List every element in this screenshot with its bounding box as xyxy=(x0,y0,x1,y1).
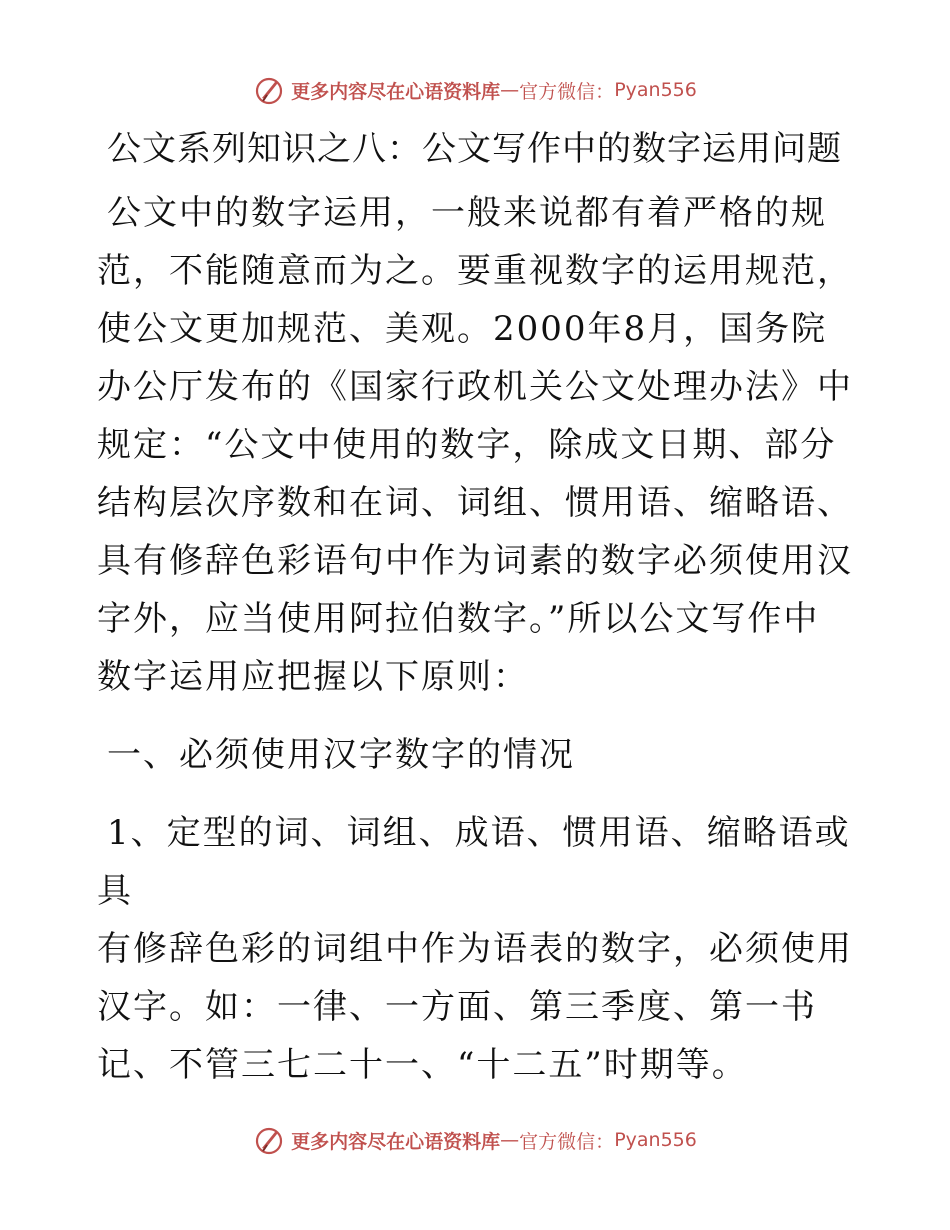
watermark-separator: — xyxy=(500,1129,520,1151)
watermark-text: 更多内容尽在心语资料库 xyxy=(291,80,501,103)
section-heading-1: 一、必须使用汉字数字的情况 xyxy=(107,735,575,775)
wechat-label: 官方微信： xyxy=(519,1130,615,1153)
paragraph-rule-1 xyxy=(97,804,853,1094)
quill-logo-icon xyxy=(253,74,285,106)
quill-logo-icon xyxy=(253,1124,285,1156)
wechat-label: 官方微信： xyxy=(519,80,615,103)
wechat-id: Pyan556 xyxy=(614,1129,697,1151)
paragraph-rule-1-lead: 1、定型的词、词组、成语、惯用语、缩略语或具 xyxy=(97,813,851,911)
watermark-separator: — xyxy=(500,79,520,101)
document-body xyxy=(97,120,853,1094)
paragraph-intro-lead: 公文中的数字运用，一般来说都有着严格的规 xyxy=(107,193,827,233)
header-watermark xyxy=(0,70,950,110)
wechat-id: Pyan556 xyxy=(614,79,697,101)
watermark-text: 更多内容尽在心语资料库 xyxy=(291,1130,501,1153)
paragraph-intro xyxy=(97,184,853,706)
document-title: 公文系列知识之八：公文写作中的数字运用问题 xyxy=(107,129,842,169)
paragraph-rule-1-body: 有修辞色彩的词组中作为语表的数字，必须使用汉字。如：一律、一方面、第三季度、第一书记、不管三七二十一、“十二五”时期等。 xyxy=(97,929,853,1085)
paragraph-intro-body: 范，不能随意而为之。要重视数字的运用规范，使公文更加规范、美观。2000年8月，国务院办公厅发布的《国家行政机关公文处理办法》中规定：“公文中使用的数字，除成文日期、部分结构层次序数和在词、词组、惯用语、缩略语、具有修辞色彩语句中作为词素的数字必须使用汉字外，应当使用阿拉伯数字。”所以公文写作中数字运用应把握以下原则： xyxy=(97,251,853,697)
footer-watermark xyxy=(0,1120,950,1160)
